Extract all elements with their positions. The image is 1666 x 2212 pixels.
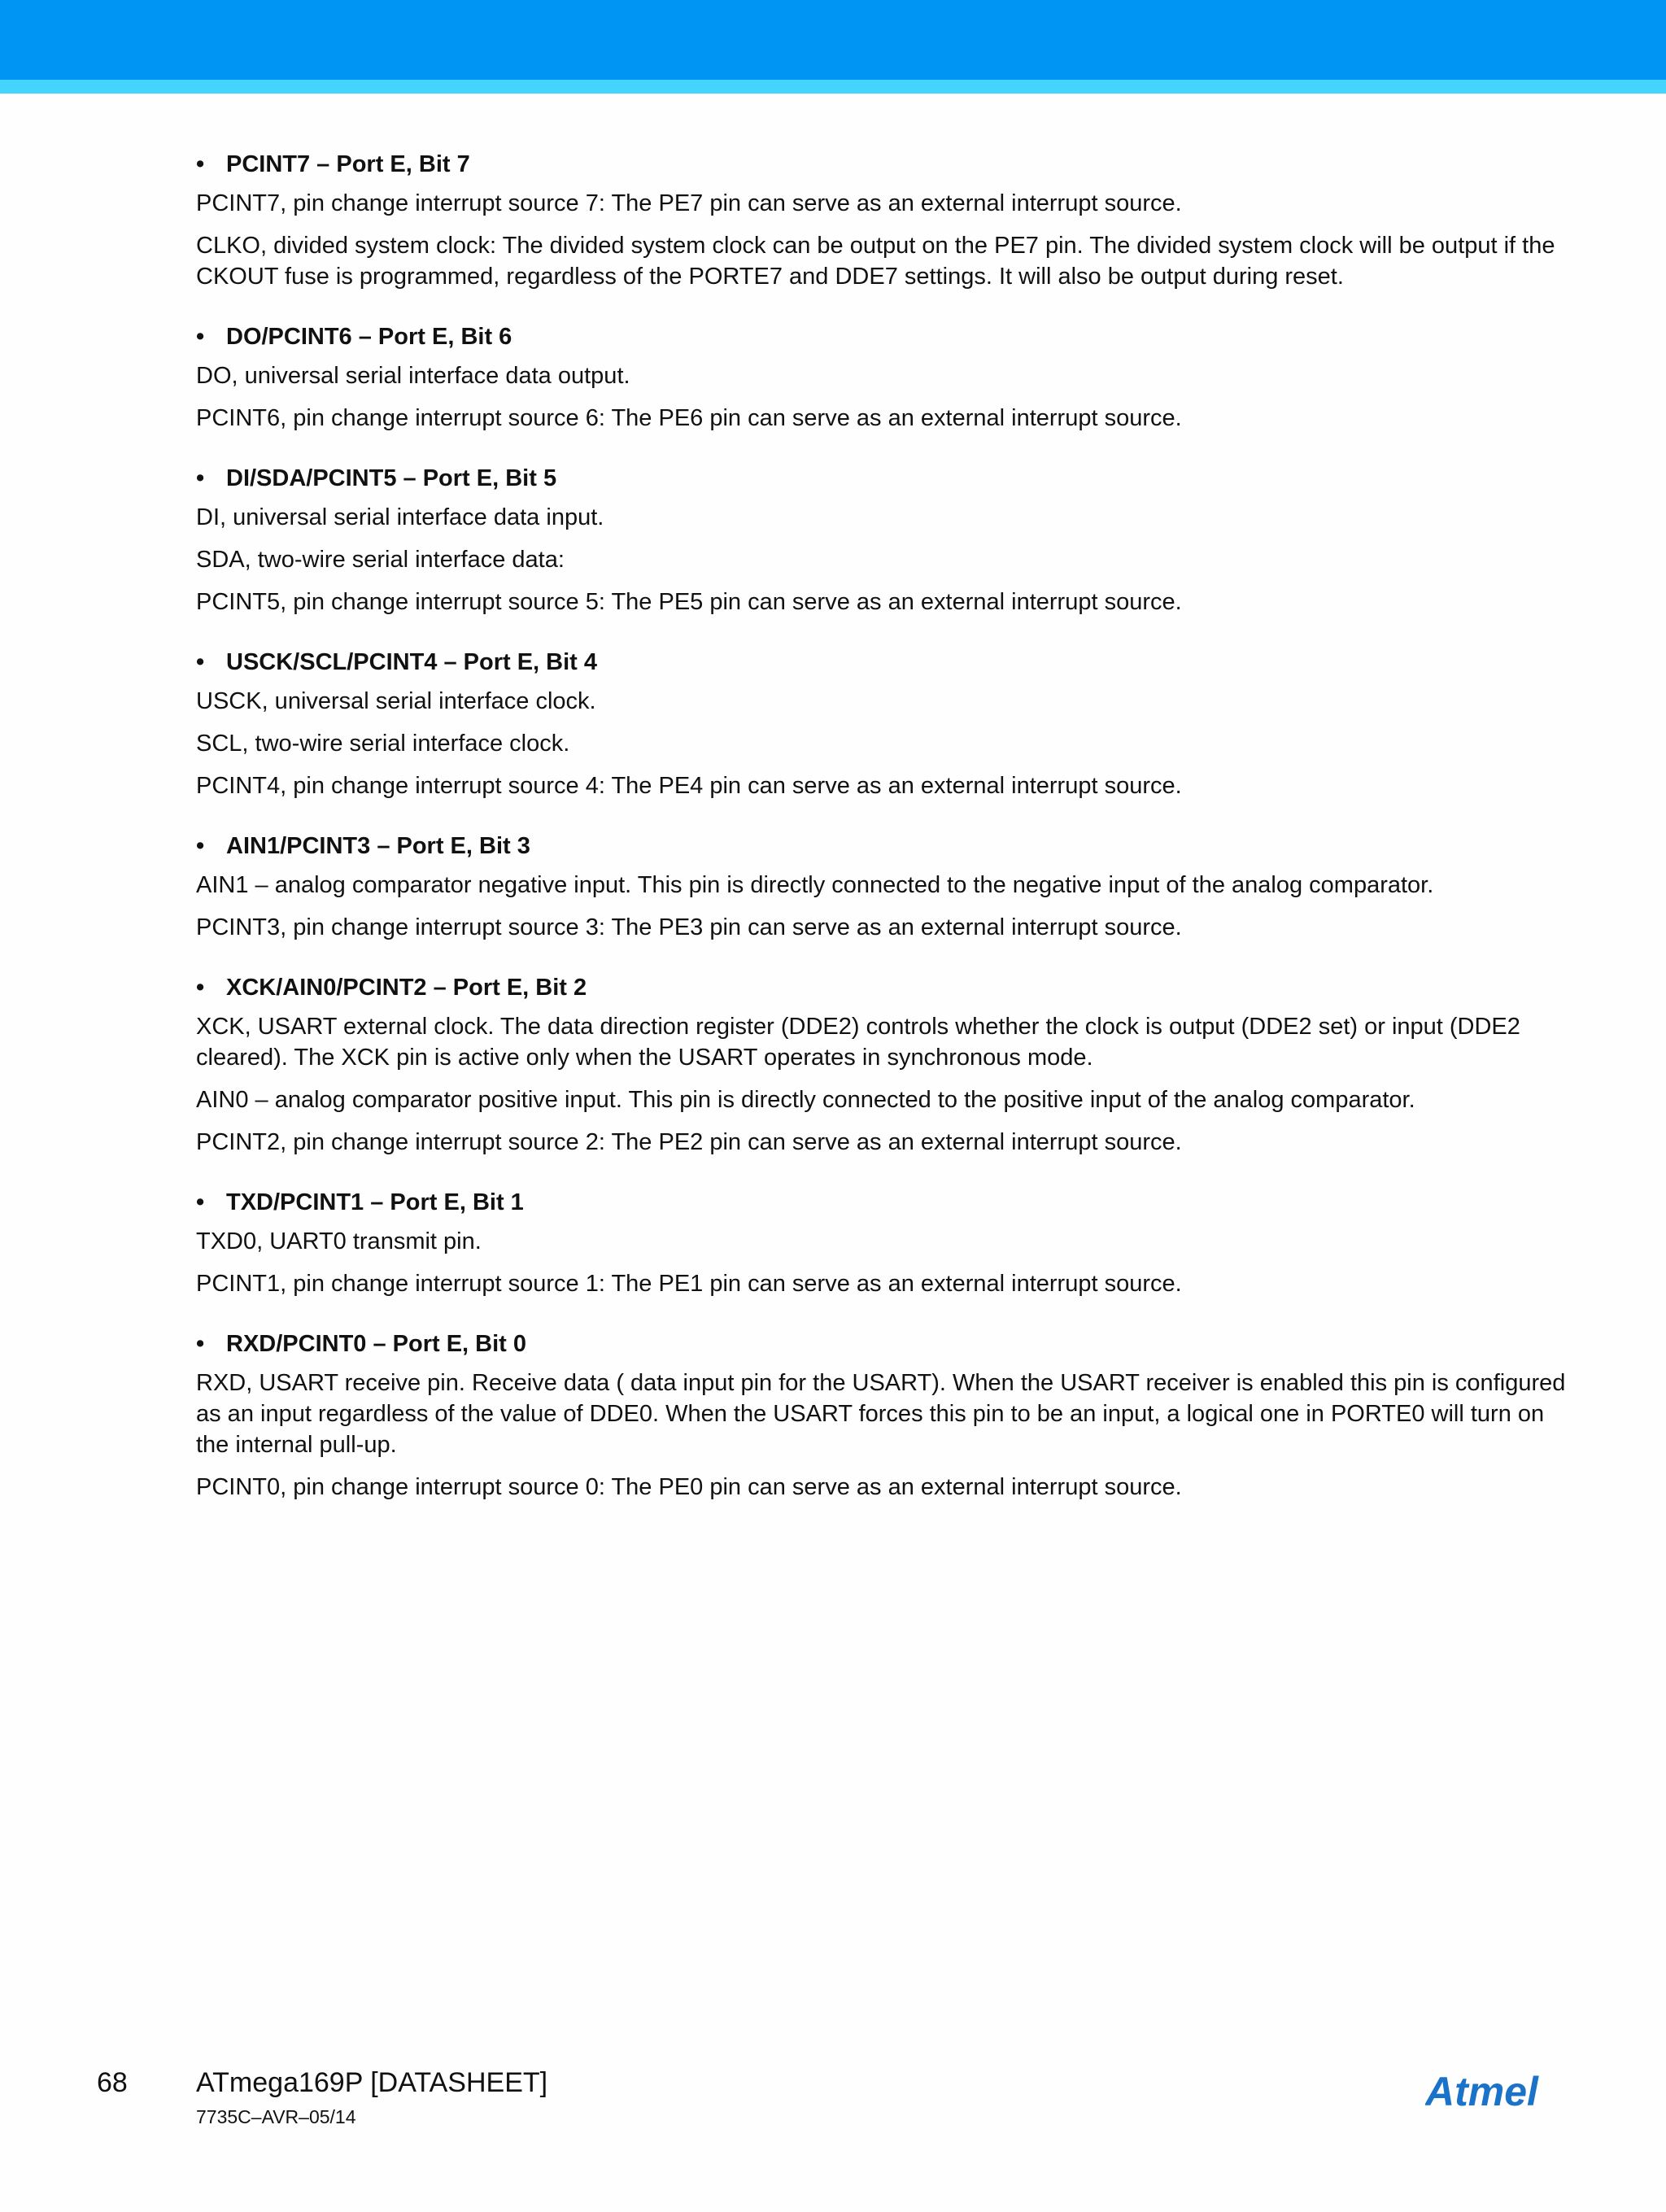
bullet-icon: •	[196, 465, 205, 491]
atmel-logo-icon	[1425, 2066, 1572, 2115]
section-pcint5	[196, 463, 1571, 617]
section-heading-text: TXD/PCINT1 – Port E, Bit 1	[226, 1189, 524, 1215]
paragraph: PCINT7, pin change interrupt source 7: The PE7 pin can serve as an external interrupt source.	[196, 190, 1182, 216]
paragraph: AIN0 – analog comparator positive input. This pin is directly connected to the positive input of the analog comparator.	[196, 1087, 1415, 1113]
paragraph: PCINT0, pin change interrupt source 0: The PE0 pin can serve as an external interrupt source.	[196, 1474, 1182, 1500]
page-number: 68	[97, 2067, 128, 2098]
paragraph: SDA, two-wire serial interface data:	[196, 547, 565, 573]
section-heading	[196, 972, 1571, 1003]
section-pcint1	[196, 1187, 1571, 1299]
paragraph: PCINT2, pin change interrupt source 2: The PE2 pin can serve as an external interrupt source.	[196, 1129, 1182, 1155]
bullet-icon: •	[196, 649, 205, 675]
section-heading	[196, 1329, 1571, 1359]
paragraph: PCINT1, pin change interrupt source 1: The PE1 pin can serve as an external interrupt source.	[196, 1271, 1182, 1297]
paragraph: RXD, USART receive pin. Receive data ( data input pin for the USART). When the USART receiver is enabled this pin is configured as an input regardless of the value of DDE0. When the USART forces this pin to be an input, a logical one in PORTE0 will turn on the internal pull-up.	[196, 1370, 1566, 1458]
section-heading-text: DO/PCINT6 – Port E, Bit 6	[226, 324, 512, 350]
bullet-icon: •	[196, 833, 205, 859]
section-heading	[196, 1187, 1571, 1218]
paragraph: PCINT6, pin change interrupt source 6: The PE6 pin can serve as an external interrupt source.	[196, 405, 1182, 431]
section-heading-text: USCK/SCL/PCINT4 – Port E, Bit 4	[226, 649, 598, 675]
header-band	[0, 0, 1666, 80]
section-pcint0	[196, 1329, 1571, 1503]
section-pcint3	[196, 831, 1571, 943]
bullet-icon: •	[196, 1331, 205, 1357]
paragraph: PCINT3, pin change interrupt source 3: The PE3 pin can serve as an external interrupt source.	[196, 914, 1182, 940]
section-pcint2	[196, 972, 1571, 1158]
header-stripe	[0, 80, 1666, 94]
section-pcint6	[196, 321, 1571, 434]
paragraph: PCINT5, pin change interrupt source 5: The PE5 pin can serve as an external interrupt source.	[196, 589, 1182, 615]
section-heading	[196, 647, 1571, 678]
document-number: 7735C–AVR–05/14	[196, 2106, 356, 2127]
paragraph: SCL, two-wire serial interface clock.	[196, 731, 570, 757]
paragraph: CLKO, divided system clock: The divided system clock can be output on the PE7 pin. The divided system clock will be output if the CKOUT fuse is programmed, regardless of the PORTE7 and DDE7 settings. It will also be output during reset.	[196, 233, 1555, 290]
paragraph: AIN1 – analog comparator negative input. This pin is directly connected to the negative input of the analog comparator.	[196, 872, 1434, 898]
bullet-icon: •	[196, 975, 205, 1001]
bullet-icon: •	[196, 151, 205, 177]
paragraph: PCINT4, pin change interrupt source 4: The PE4 pin can serve as an external interrupt source.	[196, 773, 1182, 799]
section-heading	[196, 149, 1571, 180]
section-heading	[196, 463, 1571, 494]
section-heading-text: XCK/AIN0/PCINT2 – Port E, Bit 2	[226, 975, 587, 1001]
paragraph: DO, universal serial interface data output.	[196, 363, 630, 389]
document-title: ATmega169P [DATASHEET]	[196, 2067, 548, 2098]
section-heading-text: PCINT7 – Port E, Bit 7	[226, 151, 470, 177]
section-pcint7	[196, 149, 1571, 292]
paragraph: XCK, USART external clock. The data direction register (DDE2) controls whether the clock is output (DDE2 set) or input (DDE2 cleared). The XCK pin is active only when the USART operates in synchronous mode.	[196, 1014, 1520, 1071]
section-heading	[196, 321, 1571, 352]
section-heading-text: RXD/PCINT0 – Port E, Bit 0	[226, 1331, 527, 1357]
logo-text: Atmel	[1425, 2069, 1538, 2114]
paragraph: USCK, universal serial interface clock.	[196, 688, 596, 714]
section-pcint4	[196, 647, 1571, 801]
section-heading-text: DI/SDA/PCINT5 – Port E, Bit 5	[226, 465, 557, 491]
bullet-icon: •	[196, 1189, 205, 1215]
bullet-icon: •	[196, 324, 205, 350]
document-body	[196, 149, 1571, 1532]
paragraph: TXD0, UART0 transmit pin.	[196, 1228, 482, 1254]
paragraph: DI, universal serial interface data input.	[196, 504, 604, 530]
section-heading-text: AIN1/PCINT3 – Port E, Bit 3	[226, 833, 530, 859]
section-heading	[196, 831, 1571, 862]
